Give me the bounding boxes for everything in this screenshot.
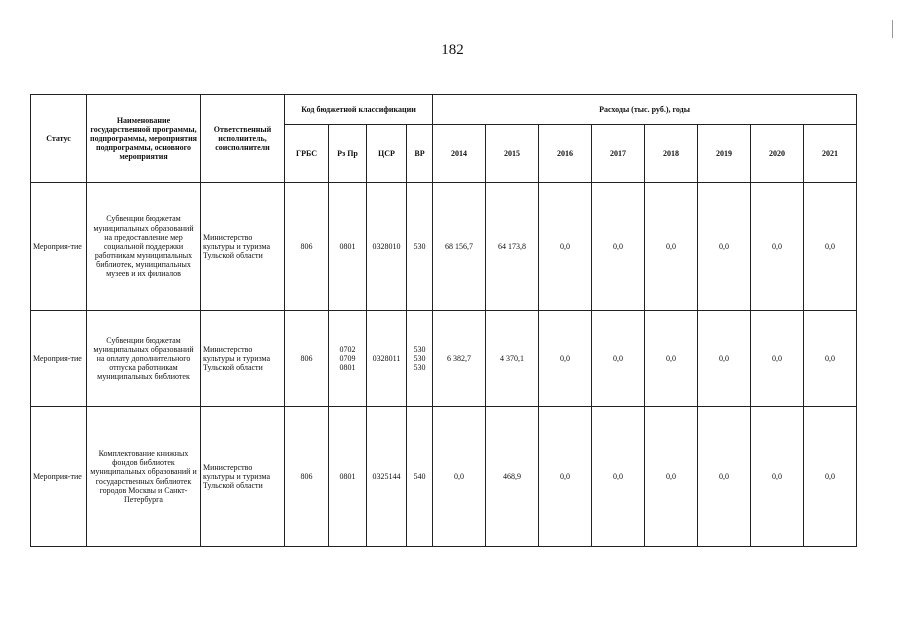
header-year: 2015 bbox=[486, 125, 539, 183]
header-executor: Ответственный исполнитель, соисполнители bbox=[201, 95, 285, 183]
cell-csr: 0328011 bbox=[367, 311, 407, 407]
cell-vr bbox=[407, 311, 433, 407]
header-name: Наименование государственной программы, подпрограммы, мероприятия подпрограммы, основного мероприятия bbox=[87, 95, 201, 183]
header-year: 2017 bbox=[592, 125, 645, 183]
header-year: 2018 bbox=[645, 125, 698, 183]
cell-value: 6 382,7 bbox=[433, 311, 486, 407]
cell-value: 0,0 bbox=[592, 407, 645, 547]
cell-executor: Министерство культуры и туризма Тульской области bbox=[201, 407, 285, 547]
cell-value: 0,0 bbox=[539, 311, 592, 407]
cell-value: 0,0 bbox=[698, 311, 751, 407]
cell-rz-pr-value: 0702 bbox=[339, 344, 356, 354]
cell-vr-value: 530 bbox=[413, 353, 426, 363]
cell-vr bbox=[407, 407, 433, 547]
cell-value: 0,0 bbox=[804, 183, 857, 311]
header-rz-pr: Рз Пр bbox=[329, 125, 367, 183]
cell-value: 468,9 bbox=[486, 407, 539, 547]
cell-value: 0,0 bbox=[592, 311, 645, 407]
cell-name: Субвенции бюджетам муниципальных образований на оплату дополнительного отпуска работникам муниципальных библиотек bbox=[87, 311, 201, 407]
header-csr: ЦСР bbox=[367, 125, 407, 183]
table-row bbox=[31, 311, 857, 407]
cell-value: 0,0 bbox=[645, 407, 698, 547]
header-status: Статус bbox=[31, 95, 87, 183]
cell-csr: 0328010 bbox=[367, 183, 407, 311]
cell-vr bbox=[407, 183, 433, 311]
cell-value: 0,0 bbox=[751, 311, 804, 407]
table-row bbox=[31, 407, 857, 547]
cell-value: 0,0 bbox=[645, 183, 698, 311]
header-year: 2021 bbox=[804, 125, 857, 183]
cell-status: Мероприя-тие bbox=[31, 183, 87, 311]
header-year: 2019 bbox=[698, 125, 751, 183]
budget-table bbox=[30, 94, 857, 547]
cell-name: Субвенции бюджетам муниципальных образований на предоставление мер социальной поддержки работникам муниципальных библиотек, муниципальных музеев и их филиалов bbox=[87, 183, 201, 311]
cell-name: Комплектование книжных фондов библиотек муниципальных образований и государственных библиотек городов Москвы и Санкт-Петербурга bbox=[87, 407, 201, 547]
cell-value: 64 173,8 bbox=[486, 183, 539, 311]
cell-value: 0,0 bbox=[698, 407, 751, 547]
cell-vr-value: 540 bbox=[413, 471, 426, 481]
cell-vr-value: 530 bbox=[413, 363, 426, 373]
cell-value: 0,0 bbox=[433, 407, 486, 547]
cell-value: 4 370,1 bbox=[486, 311, 539, 407]
scan-margin-mark bbox=[892, 20, 893, 38]
cell-rz-pr bbox=[329, 183, 367, 311]
header-row-top bbox=[31, 95, 857, 125]
header-budget-code-group: Код бюджетной классификации bbox=[285, 95, 433, 125]
cell-status: Мероприя-тие bbox=[31, 311, 87, 407]
header-vr: ВР bbox=[407, 125, 433, 183]
page-number: 182 bbox=[441, 42, 464, 58]
cell-rz-pr-value: 0709 bbox=[339, 353, 356, 363]
cell-value: 0,0 bbox=[698, 183, 751, 311]
cell-value: 0,0 bbox=[804, 311, 857, 407]
cell-rz-pr bbox=[329, 407, 367, 547]
header-year: 2020 bbox=[751, 125, 804, 183]
cell-csr: 0325144 bbox=[367, 407, 407, 547]
cell-value: 0,0 bbox=[751, 183, 804, 311]
cell-grbs: 806 bbox=[285, 183, 329, 311]
cell-vr-value: 530 bbox=[413, 241, 426, 251]
cell-value: 68 156,7 bbox=[433, 183, 486, 311]
cell-status: Мероприя-тие bbox=[31, 407, 87, 547]
cell-rz-pr-value: 0801 bbox=[339, 363, 356, 373]
cell-rz-pr-value: 0801 bbox=[339, 241, 356, 251]
cell-value: 0,0 bbox=[804, 407, 857, 547]
cell-value: 0,0 bbox=[592, 183, 645, 311]
cell-grbs: 806 bbox=[285, 407, 329, 547]
cell-vr-value: 530 bbox=[413, 344, 426, 354]
cell-value: 0,0 bbox=[539, 407, 592, 547]
cell-value: 0,0 bbox=[539, 183, 592, 311]
table-row bbox=[31, 183, 857, 311]
cell-executor: Министерство культуры и туризма Тульской области bbox=[201, 183, 285, 311]
header-expenses-group: Расходы (тыс. руб.), годы bbox=[433, 95, 857, 125]
cell-grbs: 806 bbox=[285, 311, 329, 407]
cell-value: 0,0 bbox=[751, 407, 804, 547]
header-grbs: ГРБС bbox=[285, 125, 329, 183]
cell-executor: Министерство культуры и туризма Тульской области bbox=[201, 311, 285, 407]
cell-rz-pr-value: 0801 bbox=[339, 471, 356, 481]
cell-value: 0,0 bbox=[645, 311, 698, 407]
header-year: 2016 bbox=[539, 125, 592, 183]
header-year: 2014 bbox=[433, 125, 486, 183]
cell-rz-pr bbox=[329, 311, 367, 407]
